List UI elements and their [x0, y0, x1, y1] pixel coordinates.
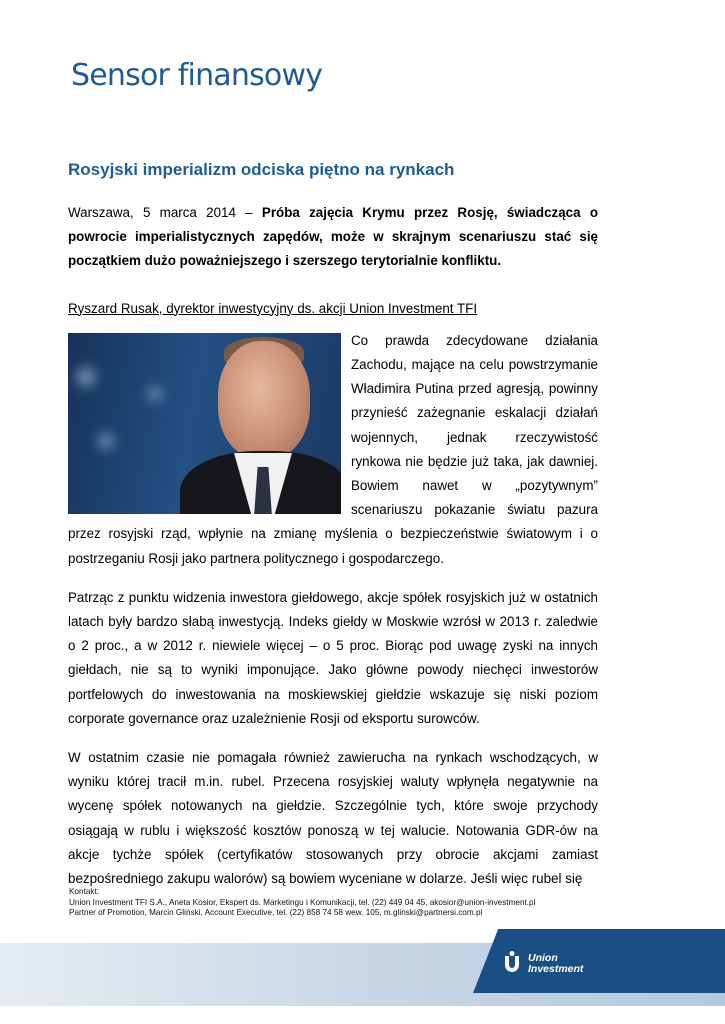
contact-line-2: Partner of Promotion, Marcin Gliński, Account Executive, tel. (22) 858 74 58 wew. 105, m.glinski@partnersi.com.pl: [69, 908, 483, 917]
article-body: [68, 201, 598, 891]
contact-footer: [69, 887, 535, 919]
dateline: Warszawa, 5 marca 2014 –: [68, 205, 262, 220]
paragraph-2: Patrząc z punktu widzenia inwestora giełdowego, akcje spółek rosyjskich już w ostatnich latach były bardzo słabą inwestycją. Indeks giełdy w Moskwie wzrósł w 2013 r. zaledwie o 2 proc., a w 2012 r. niewiele więcej – o 5 proc. Biorąc pod uwagę zyski na innych giełdach, nie są to wyniki imponujące. Jako główne powody niechęci inwestorów portfelowych do inwestowania na moskiewskiej giełdzie wskazuje się niski poziom corporate governance oraz uzależnienie Rosji od eksportu surowców.: [68, 589, 598, 726]
author-portrait: [68, 333, 341, 514]
paragraph-3: W ostatnim czasie nie pomagała również zawierucha na rynkach wschodzących, w wyniku której tracił m.in. rubel. Przecena rosyjskiej waluty wpłynęła negatywnie na wycenę spółek notowanych na giełdzie. Szczególnie tych, które swoje przychody osiągają w rublu i większość kosztów ponoszą w tej walucie. Notowania GDR-ów na akcje tychże spółek (certyfikatów stosowanych przy obrocie akcjami zamiast bezpośredniego zakupu walorów) są bowiem wyceniane w dolarze. Jeśli więc rubel się: [68, 750, 598, 887]
brand-title: Sensor finansowy: [71, 58, 323, 93]
contact-label: Kontakt:: [69, 887, 100, 896]
union-investment-logo-icon: [500, 950, 524, 976]
paragraph-1-text: Co prawda zdecydowane działania Zachodu, mające na celu powstrzymanie Władimira Putina przed agresją, powinny przynieść zażegnanie eskalacji działań wojennych, jednak rzeczywistość rynkowa nie będzie już taka, jak dawniej. Bowiem nawet w „pozytywnym” scenariuszu pokazanie światu pazura przez rosyjski rząd, wpłynie na zmianę myślenia o bezpieczeństwie światowym i o postrzeganiu Rosji jako partnera politycznego i gospodarczego.: [68, 332, 598, 566]
union-investment-logo-text: Union Investment: [528, 952, 584, 975]
lead-bold-text: Próba zajęcia Krymu przez Rosję, świadcząca o powrocie imperialistycznych zapędów, może w skrajnym scenariuszu stać się początkiem dużo poważniejszego i szerszego terytorialnie konfliktu.: [68, 205, 598, 269]
paragraph-1: [68, 329, 598, 571]
contact-line-1: Union Investment TFI S.A., Aneta Kosior, Ekspert ds. Marketingu i Komunikacji, tel. (22) 449 04 45, akosior@union-investment.pl: [69, 897, 536, 907]
article-title: Rosyjski imperializm odciska piętno na rynkach: [68, 160, 455, 179]
byline: Ryszard Rusak, dyrektor inwestycyjny ds. akcji Union Investment TFI: [68, 300, 478, 316]
lead-paragraph: [68, 201, 598, 274]
